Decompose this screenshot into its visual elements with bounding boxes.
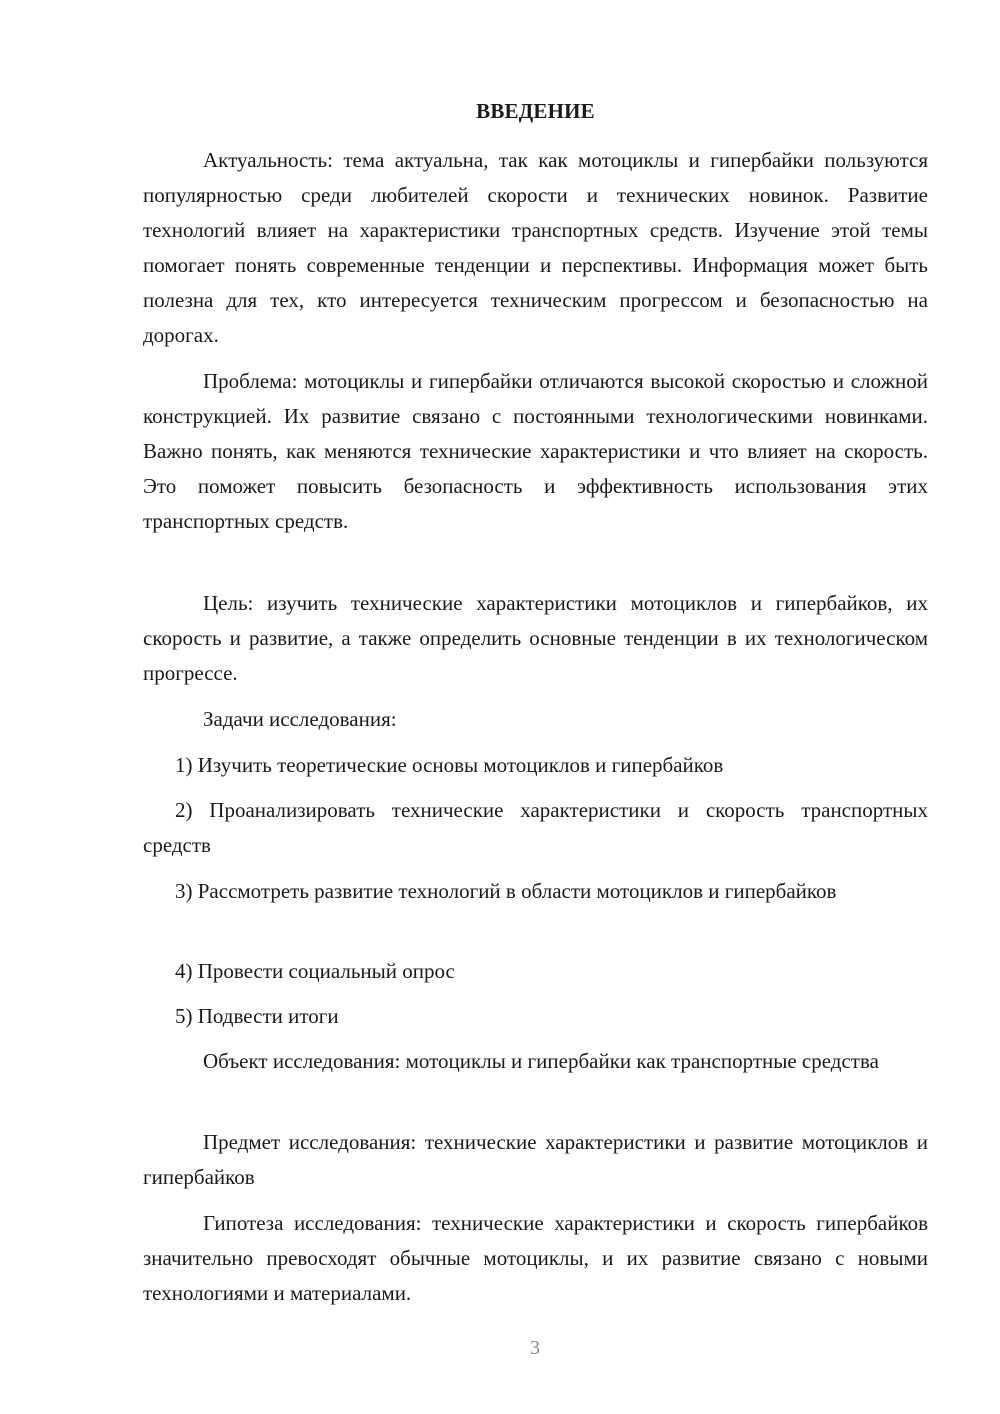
tasks-heading: Задачи исследования: bbox=[203, 707, 397, 731]
task-item-1: 1) Изучить теоретические основы мотоциклов и гипербайков bbox=[175, 753, 724, 777]
hypothesis-paragraph: Гипотеза исследования: технические характеристики и скорость гипербайков значительно превосходят обычные мотоциклы, и их развитие связано с новыми технологиями и материалами. bbox=[143, 1211, 928, 1305]
subject-paragraph: Предмет исследования: технические характеристики и развитие мотоциклов и гипербайков bbox=[143, 1130, 928, 1189]
object-paragraph: Объект исследования: мотоциклы и гипербайки как транспортные средства bbox=[203, 1049, 879, 1073]
page-number: 3 bbox=[530, 1337, 540, 1359]
relevance-paragraph: Актуальность: тема актуальна, так как мотоциклы и гипербайки пользуются популярностью среди любителей скорости и технических новинок. Развитие технологий влияет на характеристики транспортных средств. Изучение этой темы помогает понять современные тенденции и перспективы. Информация может быть полезна для тех, кто интересуется техническим прогрессом и безопасностью на дорогах. bbox=[143, 148, 928, 347]
task-item-3: 3) Рассмотреть развитие технологий в области мотоциклов и гипербайков bbox=[175, 879, 837, 903]
task-item-5: 5) Подвести итоги bbox=[175, 1004, 339, 1028]
problem-paragraph: Проблема: мотоциклы и гипербайки отличаются высокой скоростью и сложной конструкцией. Их развитие связано с постоянными технологическими новинками. Важно понять, как меняются технические характеристики и что влияет на скорость. Это поможет повысить безопасность и эффективность использования этих транспортных средств. bbox=[143, 369, 928, 533]
task-item-2: 2) Проанализировать технические характеристики и скорость транспортных средств bbox=[143, 798, 928, 857]
goal-paragraph: Цель: изучить технические характеристики мотоциклов и гипербайков, их скорость и развитие, а также определить основные тенденции в их технологическом прогрессе. bbox=[143, 591, 928, 685]
task-item-4: 4) Провести социальный опрос bbox=[175, 959, 455, 983]
page-title: ВВЕДЕНИЕ bbox=[476, 99, 595, 123]
